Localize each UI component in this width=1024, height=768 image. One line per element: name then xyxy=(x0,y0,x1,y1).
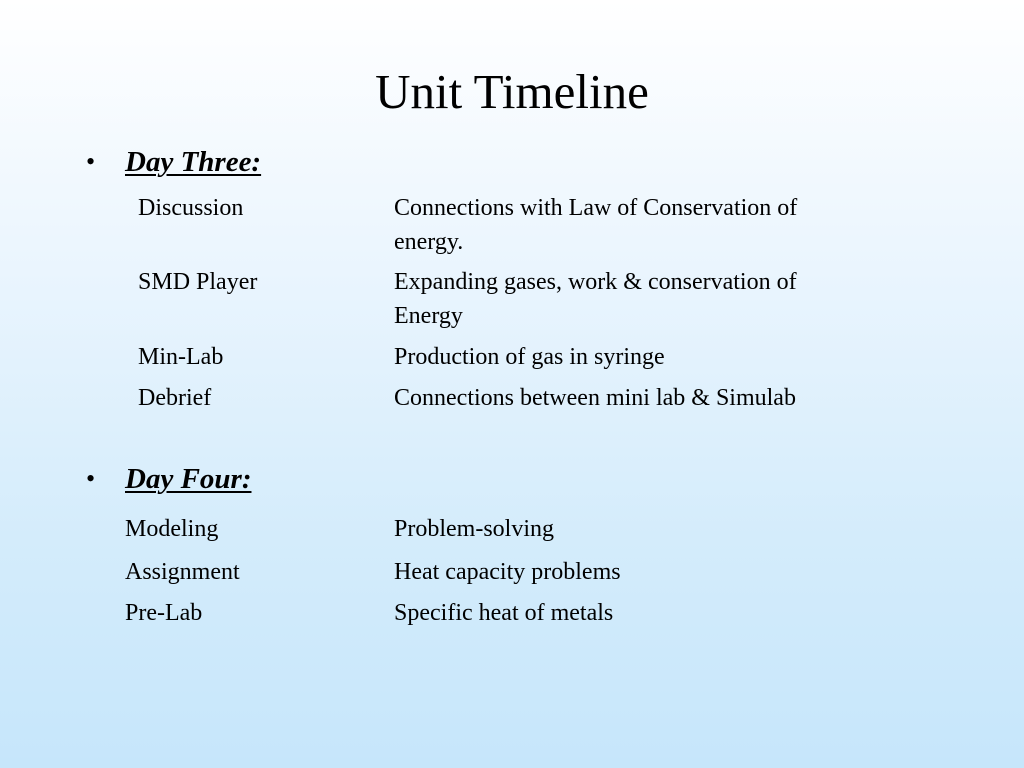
item-term: Pre-Lab xyxy=(125,600,203,626)
item-description: Heat capacity problems xyxy=(394,559,621,585)
bullet-icon: • xyxy=(86,147,96,176)
item-term: SMD Player xyxy=(138,269,258,295)
item-term: Debrief xyxy=(138,385,212,411)
item-term: Discussion xyxy=(138,195,244,221)
item-description: Connections between mini lab & Simulab xyxy=(394,385,796,411)
item-description: Connections with Law of Conservation of energy. xyxy=(394,195,798,255)
item-term: Min-Lab xyxy=(138,344,224,370)
item-description: Production of gas in syringe xyxy=(394,344,665,370)
section-label: Day Four: xyxy=(125,463,252,495)
section-header xyxy=(0,461,600,501)
item-description: Problem-solving xyxy=(394,516,554,542)
section-header xyxy=(0,144,600,184)
slide-title: Unit Timeline xyxy=(375,64,649,119)
item-description: Specific heat of metals xyxy=(394,600,614,626)
item-term: Modeling xyxy=(125,516,219,542)
item-term: Assignment xyxy=(125,559,240,585)
item-description: Expanding gases, work & conservation of Energy xyxy=(394,269,797,329)
bullet-icon: • xyxy=(86,464,96,493)
section-label: Day Three: xyxy=(125,146,262,178)
